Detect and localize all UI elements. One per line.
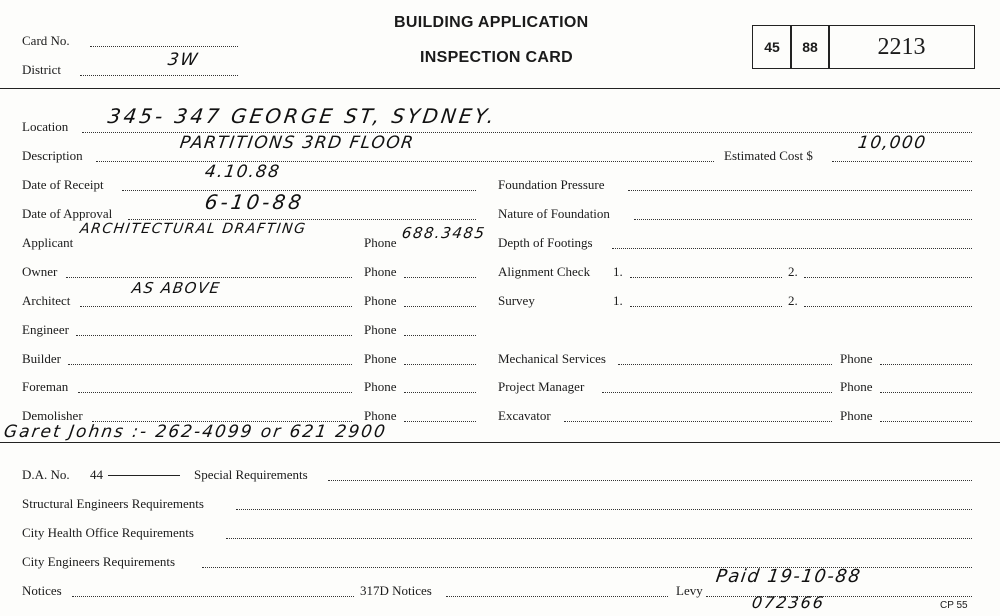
city-engineers-requirements-label: City Engineers Requirements — [22, 554, 176, 569]
survey-2-field[interactable] — [804, 306, 972, 307]
card-number: 2213 — [877, 33, 926, 60]
card-box-a-value: 45 — [764, 39, 780, 55]
excavator-phone-field[interactable] — [880, 421, 972, 422]
alignment-check-label: Alignment Check — [498, 264, 591, 279]
date-of-approval-value: 6-10-88 — [203, 190, 306, 214]
notices-317d-field[interactable] — [446, 596, 668, 597]
date-of-receipt-value: 4.10.88 — [203, 162, 282, 182]
foundation-pressure-field[interactable] — [628, 190, 972, 191]
title-line2: INSPECTION CARD — [420, 49, 573, 66]
architect-value: AS ABOVE — [130, 279, 222, 297]
section-rule — [0, 442, 1000, 443]
levy-field[interactable] — [706, 596, 972, 597]
demolisher-label: Demolisher — [22, 408, 83, 423]
survey-label: Survey — [498, 293, 535, 308]
builder-phone-field[interactable] — [404, 364, 476, 365]
architect-label: Architect — [22, 293, 71, 308]
engineer-phone-field[interactable] — [404, 335, 476, 336]
excavator-label: Excavator — [498, 408, 551, 423]
foreman-label: Foreman — [22, 379, 69, 394]
receipt-number: 072366 — [750, 593, 827, 612]
owner-label: Owner — [22, 264, 58, 279]
project-manager-phone-field[interactable] — [880, 392, 972, 393]
nature-of-foundation-label: Nature of Foundation — [498, 206, 610, 221]
owner-phone-field[interactable] — [404, 277, 476, 278]
card-no-label: Card No. — [22, 33, 70, 48]
builder-label: Builder — [22, 351, 61, 366]
date-of-approval-label: Date of Approval — [22, 206, 113, 221]
depth-of-footings-label: Depth of Footings — [498, 235, 593, 250]
survey-1-field[interactable] — [630, 306, 782, 307]
owner-field[interactable] — [66, 277, 352, 278]
notices-317d-label: 317D Notices — [360, 583, 432, 598]
survey-2-label: 2. — [788, 293, 798, 308]
builder-field[interactable] — [68, 364, 352, 365]
card-number-box — [828, 25, 975, 69]
date-of-receipt-label: Date of Receipt — [22, 177, 104, 192]
special-requirements-field[interactable] — [328, 480, 972, 481]
da-no-value: 44 — [90, 467, 103, 482]
structural-requirements-label: Structural Engineers Requirements — [22, 496, 204, 511]
location-value: 345- 347 GEORGE ST, SYDNEY. — [106, 104, 499, 128]
project-manager-field[interactable] — [602, 392, 832, 393]
architect-phone-label: Phone — [364, 293, 397, 308]
mechanical-services-phone-field[interactable] — [880, 364, 972, 365]
estimated-cost-field[interactable] — [832, 161, 972, 162]
builder-phone-label: Phone — [364, 351, 397, 366]
card-no-field[interactable] — [90, 46, 238, 47]
demolisher-phone-label: Phone — [364, 408, 397, 423]
contact-note: Garet Johns :- 262-4099 or 621 2900 — [2, 422, 389, 442]
alignment-check-2-field[interactable] — [804, 277, 972, 278]
health-requirements-field[interactable] — [226, 538, 972, 539]
description-value: PARTITIONS 3RD FLOOR — [178, 133, 416, 153]
notices-field[interactable] — [72, 596, 354, 597]
applicant-value: ARCHITECTURAL DRAFTING — [78, 221, 308, 237]
excavator-phone-label: Phone — [840, 408, 873, 423]
district-value: 3W — [166, 50, 201, 70]
engineer-field[interactable] — [76, 335, 352, 336]
demolisher-phone-field[interactable] — [404, 421, 476, 422]
architect-phone-field[interactable] — [404, 306, 476, 307]
location-label: Location — [22, 119, 69, 134]
foreman-field[interactable] — [78, 392, 352, 393]
foundation-pressure-label: Foundation Pressure — [498, 177, 605, 192]
da-no-label: D.A. No. — [22, 467, 70, 482]
excavator-field[interactable] — [564, 421, 832, 422]
mechanical-services-label: Mechanical Services — [498, 351, 606, 366]
header-rule — [0, 88, 1000, 89]
district-label: District — [22, 62, 61, 77]
applicant-phone-label: Phone — [364, 235, 397, 250]
depth-of-footings-field[interactable] — [612, 248, 972, 249]
health-requirements-label: City Health Office Requirements — [22, 525, 194, 540]
mechanical-services-field[interactable] — [618, 364, 832, 365]
estimated-cost-value: 10,000 — [856, 133, 928, 153]
card-box-b-value: 88 — [802, 39, 818, 55]
architect-field[interactable] — [80, 306, 352, 307]
notices-label: Notices — [22, 583, 62, 598]
engineer-phone-label: Phone — [364, 322, 397, 337]
applicant-label: Applicant — [22, 235, 74, 250]
survey-1-label: 1. — [613, 293, 623, 308]
alignment-check-2-label: 2. — [788, 264, 798, 279]
date-of-approval-field[interactable] — [128, 219, 476, 220]
description-label: Description — [22, 148, 83, 163]
estimated-cost-label: Estimated Cost $ — [724, 148, 813, 163]
card-box-b — [790, 25, 830, 69]
levy-label: Levy — [676, 583, 703, 598]
project-manager-label: Project Manager — [498, 379, 585, 394]
applicant-phone-value: 688.3485 — [400, 224, 487, 242]
da-no-field[interactable] — [108, 475, 180, 476]
alignment-check-1-field[interactable] — [630, 277, 782, 278]
form-code: CP 55 — [940, 600, 968, 611]
nature-of-foundation-field[interactable] — [634, 219, 972, 220]
structural-requirements-field[interactable] — [236, 509, 972, 510]
title-line1: BUILDING APPLICATION — [394, 14, 589, 31]
mechanical-services-phone-label: Phone — [840, 351, 873, 366]
engineer-label: Engineer — [22, 322, 69, 337]
description-field[interactable] — [96, 161, 714, 162]
district-field[interactable] — [80, 75, 238, 76]
alignment-check-1-label: 1. — [613, 264, 623, 279]
card-box-a — [752, 25, 792, 69]
foreman-phone-field[interactable] — [404, 392, 476, 393]
foreman-phone-label: Phone — [364, 379, 397, 394]
levy-value: Paid 19-10-88 — [714, 566, 863, 587]
special-requirements-label: Special Requirements — [194, 467, 308, 482]
project-manager-phone-label: Phone — [840, 379, 873, 394]
owner-phone-label: Phone — [364, 264, 397, 279]
